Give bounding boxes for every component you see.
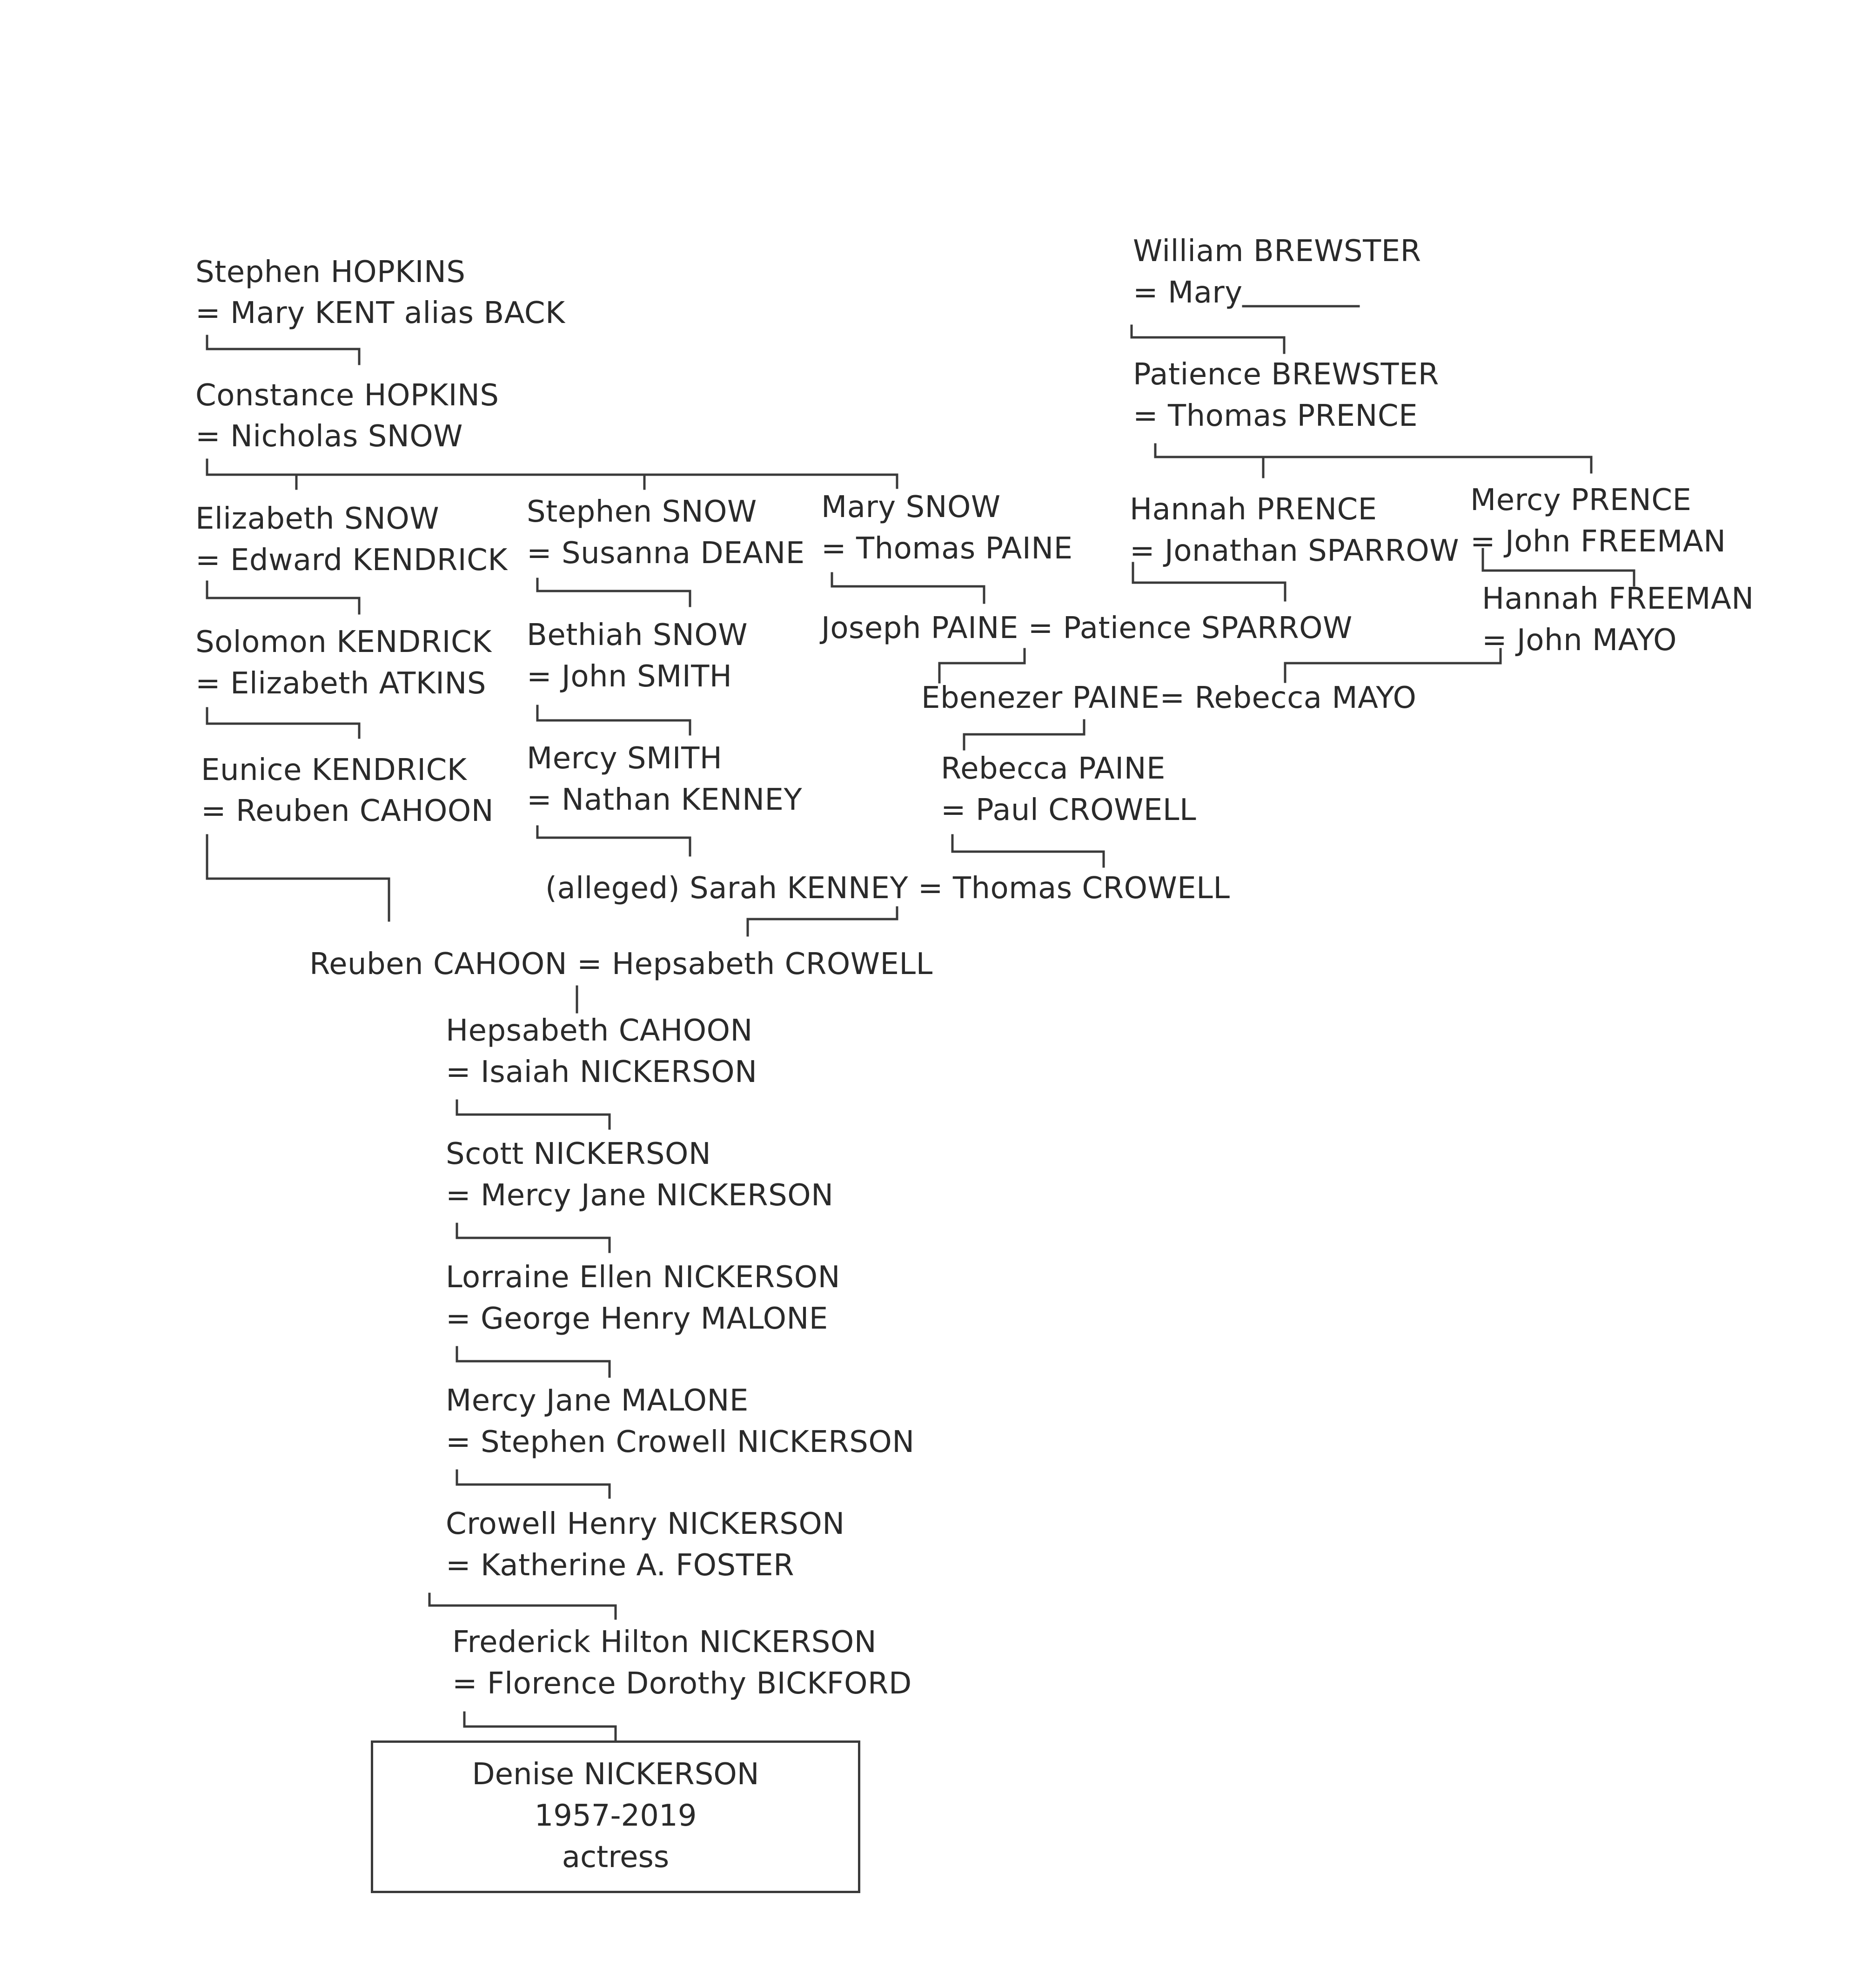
person-constance-hopkins: Constance HOPKINS: [195, 378, 499, 413]
spouse-reuben-cahoon: = Reuben CAHOON: [201, 794, 494, 828]
spouse-george-henry-malone: = George Henry MALONE: [446, 1302, 828, 1336]
spouse-stephen-crowell-nickerson: = Stephen Crowell NICKERSON: [446, 1425, 915, 1459]
person-crowell-henry-nickerson: Crowell Henry NICKERSON: [446, 1507, 845, 1541]
connector-scott-to-lorraine: [457, 1224, 610, 1252]
person-lorraine-ellen-nickerson: Lorraine Ellen NICKERSON: [446, 1260, 840, 1295]
connector-hannah-to-joseph: [1133, 563, 1285, 600]
connector-mercy-to-sarah: [537, 826, 690, 855]
spouse-elizabeth-atkins: = Elizabeth ATKINS: [195, 666, 487, 701]
person-stephen-hopkins: Stephen HOPKINS: [195, 255, 466, 289]
subject-occupation: actress: [562, 1840, 670, 1875]
spouse-nicholas-snow: = Nicholas SNOW: [195, 419, 463, 454]
person-mercy-smith: Mercy SMITH: [527, 741, 723, 776]
connector-freeman-to-ebenezer: [1285, 649, 1501, 682]
spouse-john-mayo: = John MAYO: [1482, 623, 1677, 658]
person-elizabeth-snow: Elizabeth SNOW: [195, 502, 439, 536]
spouse-john-freeman: = John FREEMAN: [1470, 524, 1726, 559]
spouse-john-smith: = John SMITH: [527, 659, 732, 694]
person-hepsabeth-cahoon: Hepsabeth CAHOON: [446, 1014, 753, 1048]
spouse-edward-kendrick: = Edward KENDRICK: [195, 543, 508, 578]
subject-years: 1957-2019: [534, 1799, 697, 1833]
connector-elizabeth-to-solomon: [207, 582, 359, 613]
spouse-isaiah-nickerson: = Isaiah NICKERSON: [446, 1055, 757, 1089]
spouse-thomas-paine: = Thomas PAINE: [821, 531, 1073, 566]
person-eunice-kendrick: Eunice KENDRICK: [201, 753, 467, 787]
connector-crowell-henry-to-frederick: [429, 1594, 616, 1619]
spouse-nathan-kenney: = Nathan KENNEY: [527, 783, 803, 817]
subject-name: Denise NICKERSON: [472, 1757, 759, 1792]
person-william-brewster: William BREWSTER: [1133, 234, 1421, 269]
spouse-mercy-jane-nickerson: = Mercy Jane NICKERSON: [446, 1178, 834, 1213]
connector-bethiah-to-mercy: [537, 706, 690, 734]
person-frederick-hilton-nickerson: Frederick Hilton NICKERSON: [452, 1625, 877, 1660]
connector-mercy-jane-to-crowell-henry: [457, 1471, 610, 1498]
connector-prence-children: [1155, 444, 1591, 477]
spouse-susanna-deane: = Susanna DEANE: [527, 536, 805, 571]
connector-stephen-to-bethiah: [537, 579, 690, 606]
subject-box: [371, 1740, 860, 1893]
connector-snow-children: [207, 460, 897, 489]
spouse-jonathan-sparrow: = Jonathan SPARROW: [1130, 534, 1460, 568]
connector-hepsabeth-to-scott: [457, 1101, 610, 1129]
connector-eunice-to-reuben: [207, 835, 389, 920]
person-solomon-kendrick: Solomon KENDRICK: [195, 625, 492, 659]
couple-reuben-cahoon-hepsabeth-crowell: Reuben CAHOON = Hepsabeth CROWELL: [309, 947, 933, 981]
couple-sarah-kenney-thomas-crowell: (alleged) Sarah KENNEY = Thomas CROWELL: [545, 871, 1230, 906]
connector-frederick-to-denise: [464, 1713, 616, 1740]
couple-joseph-paine-patience-sparrow: Joseph PAINE = Patience SPARROW: [821, 611, 1353, 645]
connector-mary-to-joseph: [832, 573, 984, 603]
connector-ebenezer-to-rebecca: [964, 720, 1084, 749]
couple-ebenezer-paine-rebecca-mayo: Ebenezer PAINE= Rebecca MAYO: [921, 681, 1417, 715]
connector-kenney-crowell-to-hepsabeth: [748, 907, 897, 935]
person-scott-nickerson: Scott NICKERSON: [446, 1137, 711, 1171]
connector-solomon-to-eunice: [207, 708, 359, 738]
person-patience-brewster: Patience BREWSTER: [1133, 357, 1439, 392]
spouse-paul-crowell: = Paul CROWELL: [941, 793, 1197, 827]
person-hannah-freeman: Hannah FREEMAN: [1482, 582, 1754, 616]
connector-hopkins-to-constance: [207, 336, 359, 364]
connector-lorraine-to-mercy-jane: [457, 1347, 610, 1377]
person-rebecca-paine: Rebecca PAINE: [941, 752, 1166, 786]
spouse-mary-kent: = Mary KENT alias BACK: [195, 296, 565, 330]
spouse-florence-dorothy-bickford: = Florence Dorothy BICKFORD: [452, 1666, 912, 1701]
person-mercy-jane-malone: Mercy Jane MALONE: [446, 1384, 749, 1418]
person-mercy-prence: Mercy PRENCE: [1470, 483, 1692, 517]
person-stephen-snow: Stephen SNOW: [527, 495, 757, 529]
spouse-mary: = Mary: [1133, 275, 1243, 310]
person-mary-snow: Mary SNOW: [821, 490, 1001, 524]
person-hannah-prence: Hannah PRENCE: [1130, 492, 1377, 527]
spouse-thomas-prence: = Thomas PRENCE: [1133, 399, 1418, 433]
connector-rebecca-to-thomas: [952, 835, 1104, 867]
person-bethiah-snow: Bethiah SNOW: [527, 618, 748, 652]
connector-joseph-to-ebenezer: [939, 649, 1025, 682]
connector-brewster-to-patience: [1132, 326, 1284, 353]
spouse-katherine-foster: = Katherine A. FOSTER: [446, 1548, 795, 1583]
